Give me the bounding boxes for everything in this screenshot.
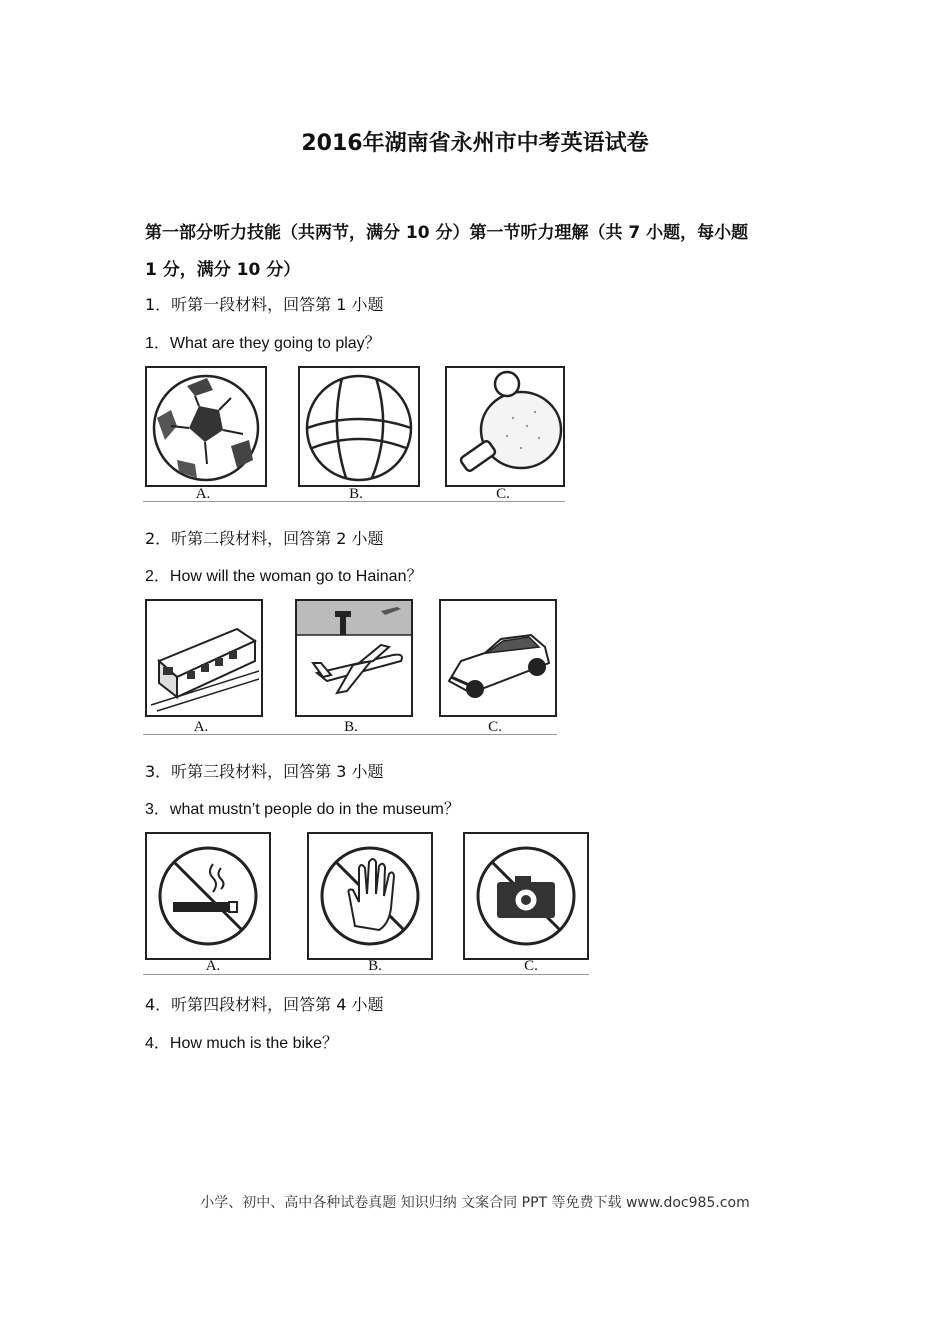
section-heading-line-2: 1 分，满分 10 分） [145,260,301,280]
q4-instruction: 4．听第四段材料，回答第 4 小题 [145,995,384,1014]
footer-text: 小学、初中、高中各种试卷真题 知识归纳 文案合同 PPT 等免费下载 www.doc985.com [200,1195,750,1211]
car-icon [441,601,555,715]
q2-option-c-label: C. [488,719,502,735]
q1-instruction: 1．听第一段材料，回答第 1 小题 [145,295,384,314]
q3-question: 3．what mustn’t people do in the museum？ [145,801,460,818]
q3-instruction: 3．听第三段材料，回答第 3 小题 [145,762,384,781]
q3-option-c-label: C. [524,958,538,974]
train-icon [147,601,261,715]
q1-question: 1．What are they going to play？ [145,335,381,352]
ping-pong-paddle-icon [447,368,563,485]
q2-question: 2．How will the woman go to Hainan？ [145,568,423,585]
no-smoking-icon [147,834,269,958]
q2-instruction: 2．听第二段材料，回答第 2 小题 [145,529,384,548]
airplane-icon [297,601,411,715]
no-photography-icon [465,834,587,958]
page-title: 2016年湖南省永州市中考英语试卷 [301,131,649,156]
section-heading-line-1: 第一部分听力技能（共两节，满分 10 分）第一节听力理解（共 7 小题，每小题 [145,223,749,243]
q1-option-a-label: A. [195,486,211,502]
q4-question: 4．How much is the bike？ [145,1035,338,1052]
soccer-ball-icon [147,368,265,485]
q1-option-b-label: B. [349,486,363,502]
q2-option-b-label: B. [344,719,358,735]
q1-option-c-label: C. [496,486,510,502]
q2-option-a-label: A. [193,719,209,735]
q3-option-a-label: A. [205,958,221,974]
q3-option-b-label: B. [368,958,382,974]
no-touching-icon [309,834,431,958]
basketball-icon [300,368,418,485]
